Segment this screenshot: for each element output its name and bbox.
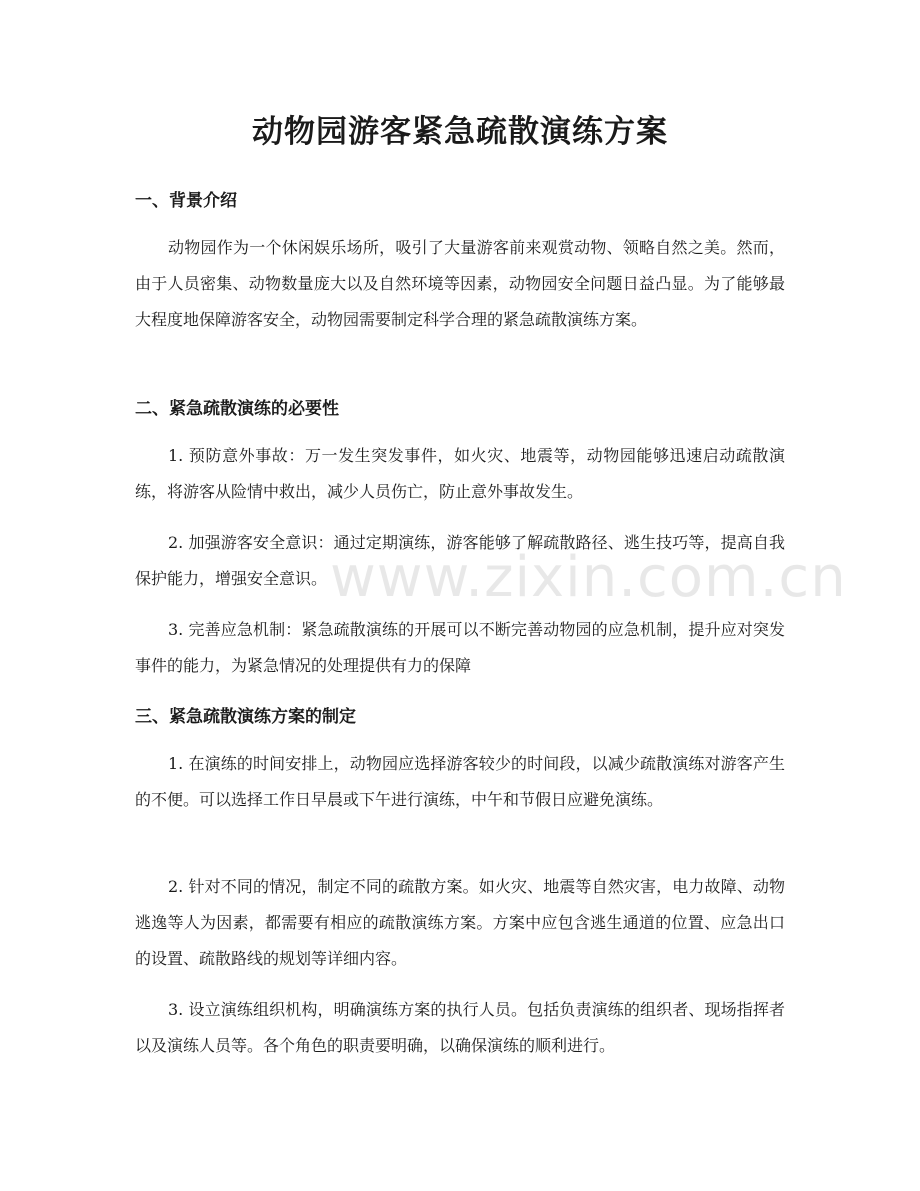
paragraph-background: 动物园作为一个休闲娱乐场所，吸引了大量游客前来观赏动物、领略自然之美。然而，由于人员密集、动物数量庞大以及自然环境等因素，动物园安全问题日益凸显。为了能够最大程度地保障游客安全，动物园需要制定科学合理的紧急疏散演练方案。: [135, 238, 785, 329]
section-heading-background: 一、背景介绍: [135, 191, 237, 211]
watermark-text: www.zixin.com.cn: [330, 545, 847, 610]
paragraph-plan-3: 3. 设立演练组织机构，明确演练方案的执行人员。包括负责演练的组织者、现场指挥者以及演练人员等。各个角色的职责要明确，以确保演练的顺利进行。: [135, 1000, 785, 1055]
paragraph-plan-2: 2. 针对不同的情况，制定不同的疏散方案。如火灾、地震等自然灾害，电力故障、动物逃逸等人为因素，都需要有相应的疏散演练方案。方案中应包含逃生通道的位置、应急出口的设置、疏散路线的规划等详细内容。: [135, 877, 785, 968]
paragraph-necessity-1: 1. 预防意外事故：万一发生突发事件，如火灾、地震等，动物园能够迅速启动疏散演练，将游客从险情中救出，减少人员伤亡，防止意外事故发生。: [135, 446, 785, 501]
paragraph-plan-1: 1. 在演练的时间安排上，动物园应选择游客较少的时间段，以减少疏散演练对游客产生的不便。可以选择工作日早晨或下午进行演练，中午和节假日应避免演练。: [135, 754, 785, 809]
paragraph-necessity-2: 2. 加强游客安全意识：通过定期演练，游客能够了解疏散路径、逃生技巧等，提高自我保护能力，增强安全意识。: [135, 533, 785, 588]
section-heading-necessity: 二、紧急疏散演练的必要性: [135, 399, 339, 419]
paragraph-necessity-3: 3. 完善应急机制：紧急疏散演练的开展可以不断完善动物园的应急机制，提升应对突发事件的能力，为紧急情况的处理提供有力的保障: [135, 620, 785, 675]
section-heading-plan: 三、紧急疏散演练方案的制定: [135, 707, 356, 727]
document-title: 动物园游客紧急疏散演练方案: [252, 114, 668, 150]
